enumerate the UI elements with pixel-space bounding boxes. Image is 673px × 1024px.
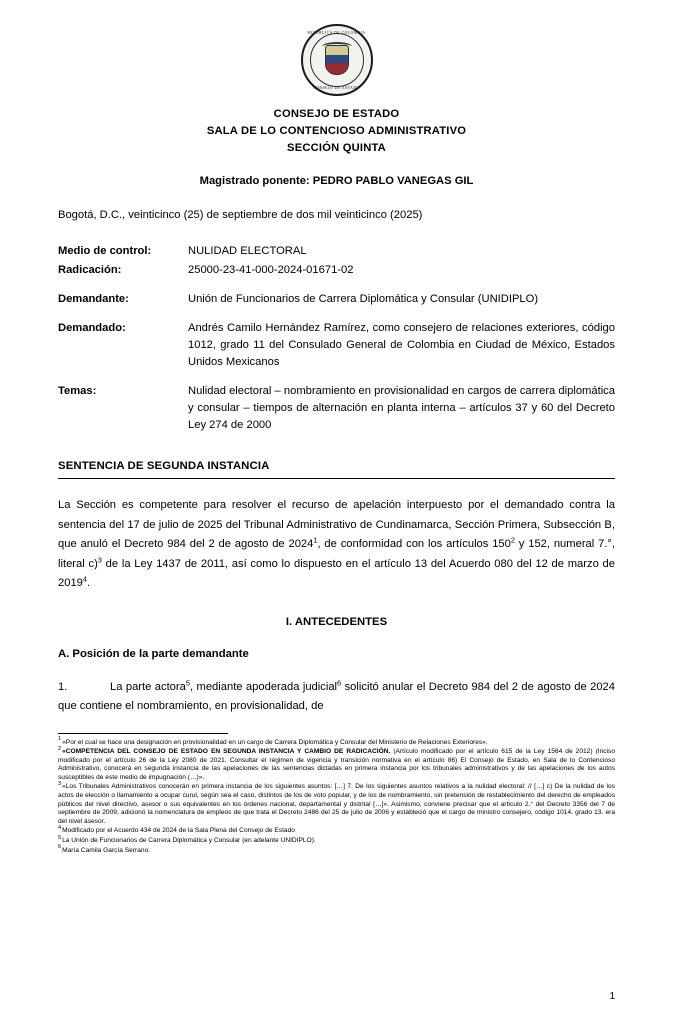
condor-icon — [322, 42, 352, 51]
meta-value: 25000-23-41-000-2024-01671-02 — [188, 264, 354, 276]
table-row — [58, 243, 615, 262]
paragraph-text-1: La parte actora — [110, 680, 186, 693]
footnote-item — [58, 827, 615, 836]
meta-value: Nulidad electoral – nombramiento en provisionalidad en cargos de carrera diplomática y consular – tiempos de alternación en planta interna – artículos 37 y 60 del Decreto Ley 274 de 2000 — [188, 385, 615, 431]
section-title: SENTENCIA DE SEGUNDA INSTANCIA — [58, 460, 270, 472]
footnote-item — [58, 745, 615, 782]
seal-top-text: REPUBLICA DE COLOMBIA — [307, 30, 366, 35]
meta-value: Unión de Funcionarios de Carrera Diplomática y Consular (UNIDIPLO) — [188, 293, 539, 305]
footnote-number: 4 — [58, 825, 62, 832]
subheading-posicion-demandante: A. Posición de la parte demandante — [58, 647, 249, 660]
footnote-text: (Artículo modificado por el artículo 615 de la Ley 1564 de 2012) (Inciso modificado por el artículo 26 de la Ley 2080 de 2021. Consultar el régimen de vigencia y transición normativa en el artículo 86) El Consejo de Estado, en Sala de lo Contencioso Administrativo, conocerá en segunda instancia de las apelaciones de las sentencias dictadas en primera instancia por los tribunales administrativos y de las apelaciones de los autos susceptibles de este medio de impugnación (…)». — [58, 748, 615, 781]
intro-text-5: . — [87, 577, 91, 589]
paragraph-text-3: solicitó anular el Decreto 984 del 2 de agosto de 2024 que contiene el nombramiento, en provisionalidad, de — [58, 680, 615, 712]
intro-paragraph — [58, 496, 615, 594]
footnote-text: «Por el cual se hace una designación en provisionalidad en un cargo de Carrera Diplomática y Consular del Ministerio de Relaciones Exteriores». — [62, 738, 488, 746]
seal-bottom-text: CONSEJO DE ESTADO — [313, 85, 360, 90]
footnote-item — [58, 844, 615, 856]
meta-label: Demandante: — [58, 293, 129, 305]
court-name: CONSEJO DE ESTADO — [273, 108, 400, 120]
footnote-ref-4: 4 — [82, 574, 88, 584]
seal-container — [58, 24, 615, 96]
footnote-number: 1 — [58, 736, 62, 743]
meta-value: NULIDAD ELECTORAL — [188, 245, 307, 257]
footnote-ref-2: 2 — [510, 535, 515, 545]
footnote-text: María Camila García Serrano. — [62, 846, 151, 854]
court-chamber: SALA DE LO CONTENCIOSO ADMINISTRATIVO — [206, 125, 467, 137]
footnote-item — [58, 834, 615, 846]
table-row — [58, 373, 615, 436]
case-metadata-table — [58, 243, 615, 436]
reporting-magistrate: Magistrado ponente: PEDRO PABLO VANEGAS GIL — [199, 175, 474, 187]
numbered-paragraph-1 — [58, 678, 615, 717]
horizontal-rule — [58, 478, 615, 479]
footnote-number: 5 — [58, 834, 62, 841]
coat-of-arms-colombia-icon — [301, 24, 373, 96]
footnote-separator — [58, 733, 228, 734]
heading-antecedentes: I. ANTECEDENTES — [285, 615, 388, 628]
page-number: 1 — [609, 991, 615, 1002]
table-row — [58, 281, 615, 310]
table-row — [58, 310, 615, 373]
meta-label: Radicación: — [58, 264, 122, 276]
court-header — [58, 106, 615, 157]
footnote-item — [58, 783, 615, 826]
footnote-ref-6: 6 — [337, 677, 342, 687]
meta-value: Andrés Camilo Hernández Ramírez, como consejero de relaciones exteriores, código 1012, grado 11 del Consulado General de Colombia en Ciudad de México, Estados Unidos Mexicanos — [188, 322, 615, 368]
footnote-ref-3: 3 — [97, 554, 102, 564]
footnote-number: 6 — [58, 844, 62, 851]
table-row — [58, 262, 615, 281]
footnotes-block — [58, 736, 615, 856]
footnote-text: La Unión de Funcionarios de Carrera Diplomática y Consular (en adelante UNIDIPLO). — [62, 837, 316, 845]
city-and-date: Bogotá, D.C., veinticinco (25) de septiembre de dos mil veinticinco (2025) — [58, 209, 423, 221]
footnote-text-bold: «COMPETENCIA DEL CONSEJO DE ESTADO EN SEGUNDA INSTANCIA Y CAMBIO DE RADICACIÓN. — [62, 748, 391, 756]
footnote-ref-5: 5 — [185, 677, 190, 687]
meta-label: Temas: — [58, 385, 97, 397]
intro-text-1: La Sección es competente para resolver el recurso de apelación interpuesto por el demandado contra la sentencia del 17 de julio de 2025 del Tribunal Administrativo de Cundinamarca, Sección Primera, Subsección B, que anuló el Decreto 984 del 2 de agosto de 2024 — [58, 499, 615, 550]
footnote-number: 3 — [58, 781, 62, 788]
intro-text-4: de la Ley 1437 de 2011, así como lo dispuesto en el artículo 13 del Acuerdo 080 del 12 de marzo de 2019 — [58, 557, 615, 589]
meta-label: Medio de control: — [58, 245, 152, 257]
paragraph-number: 1. — [58, 680, 68, 693]
footnote-text: Modificado por el Acuerdo 434 de 2024 de la Sala Plena del Consejo de Estado — [62, 827, 295, 835]
court-section: SECCIÓN QUINTA — [287, 142, 386, 154]
footnote-ref-1: 1 — [313, 535, 318, 545]
paragraph-text-2: , mediante apoderada judicial — [189, 680, 338, 693]
intro-text-2: , de conformidad con los artículos 150 — [317, 538, 511, 550]
footnote-item — [58, 736, 615, 748]
meta-label: Demandado: — [58, 322, 126, 334]
footnote-number: 2 — [58, 745, 62, 752]
intro-text-3: y 152, numeral 7.°, literal c) — [58, 538, 615, 570]
footnote-text: «Los Tribunales Administrativos conocerán en primera instancia de los siguientes asuntos: […] 7. De los siguientes asuntos relativos a la nulidad electoral: // […] c) De la nulidad de los actos de elección o llamamiento a ocupar curul, según sea el caso, distintos de los de voto popular, y de los de nombramiento, sin pretensión de restablecimiento del derecho de empleados públicos del nivel directivo, asesor o sus equivalentes en los órdenes nacional, departamental y distrital […]». Asimismo, conviene precisar que el artículo 2.° del Decreto 3356 del 7 de septiembre de 2009, adicionó la nomenclatura de empleos de que trata el Decreto 2486 del 25 de julio de 2006 y estableció que el cargo de ministro consejero, código 1014. grado 13. era del nivel asesor. — [58, 783, 615, 825]
